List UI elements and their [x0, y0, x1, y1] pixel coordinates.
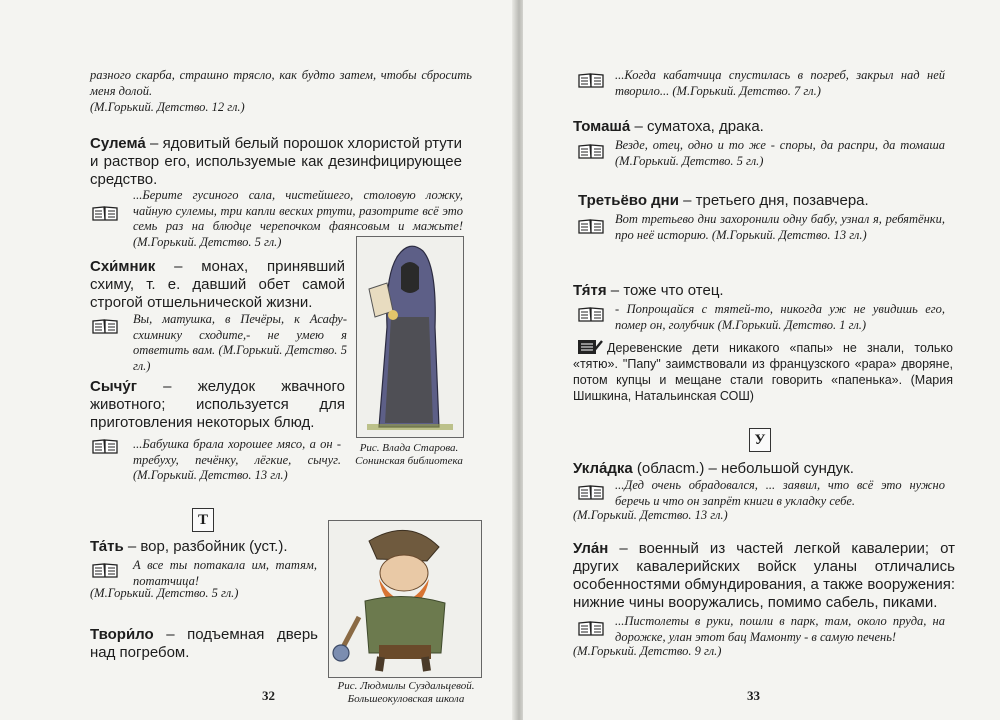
definition: – подъемная дверь над погребом. — [90, 626, 318, 661]
definition: – ядовитый белый порошок хлористой ртути и раствор его, используемые как дезинфицирующее средство. — [90, 135, 462, 188]
entry-sychug — [90, 378, 345, 432]
quote-text: ...Когда кабатчица спустилась в погреб, закрыл над ней творило... (М.Горький. Детство. 7 гл.) — [615, 68, 945, 98]
headword: Схи́мник — [90, 258, 156, 275]
entry-ulan — [573, 540, 955, 612]
quote-text: ...Пистолеты в руки, пошли в парк, там, около пруда, на дорожке, улан этот бац Мамонту - в самую печень! — [615, 614, 945, 644]
illustration-caption: Рис. Людмилы Суздальцевой. Большеокуловская школа — [337, 680, 475, 705]
definition: – монах, принявший схиму, т. е. давший обет самой строгой отшельнической жизни. — [90, 258, 345, 311]
quote-text: А все ты потакала им, татям, потатчица! — [133, 558, 317, 588]
quote-text: Вы, матушка, в Печёры, к Асафу-схимнику сходите,- не умею я ответить вам. (М.Горький. Детство. 5 гл.) — [133, 312, 347, 373]
open-book-icon — [578, 620, 604, 637]
section-letter: Т — [192, 508, 214, 532]
quote-source: (М.Горький. Детство. 9 гл.) — [573, 644, 722, 658]
entry-tat — [90, 538, 320, 556]
entry-ukladka — [573, 460, 953, 478]
open-book-icon — [92, 205, 118, 222]
headword: Томаша́ — [573, 118, 631, 135]
quote-text: Вот третьево дни захоронили одну бабу, узнал я, ребятёнки, про неё историю. (М.Горький. Детство. 13 гл.) — [615, 212, 945, 242]
entry-skhimnik — [90, 258, 345, 312]
open-book-icon — [578, 306, 604, 323]
section-letter: У — [749, 428, 771, 452]
entry-tyatya — [573, 282, 953, 300]
open-book-icon — [578, 218, 604, 235]
right-page — [523, 0, 1000, 720]
illustration-dwarf — [328, 520, 482, 678]
quote-text: разного скарба, страшно трясло, как будто затем, чтобы сбросить меня долой. — [90, 68, 472, 98]
quote-text: - Попрощайся с тятей-то, никогда уж не увидишь его, помер он, голубчик (М.Горький. Детство. 1 гл.) — [615, 302, 945, 332]
entry-tomasha — [573, 118, 953, 136]
headword: Тя́тя — [573, 282, 607, 299]
entry-sulema — [90, 135, 462, 189]
definition: – суматоха, драка. — [630, 118, 764, 135]
headword: Твори́ло — [90, 626, 154, 643]
page-number: 32 — [262, 688, 275, 703]
definition: – вор, разбойник (уст.). — [123, 538, 288, 555]
quote-text: ...Берите гусиного сала, чистейшего, столовую ложку, чайную сулемы, три капли веских ртути, разотрите всё это семь раз на блюдце черепочком фаянсовым и мажьте! (М.Горький. Детство. 5 гл.) — [133, 188, 463, 249]
headword: Сычу́г — [90, 378, 137, 395]
page-number: 33 — [747, 688, 760, 703]
headword: Укла́дка — [573, 460, 633, 477]
dwarf-drawing — [329, 521, 481, 677]
headword: Третьёво дни — [578, 192, 679, 209]
quote-text: Везде, отец, одно и то же - споры, да распри, да томаша (М.Горький. Детство. 5 гл.) — [615, 138, 945, 168]
open-book-icon — [92, 318, 118, 335]
illustration-monk — [356, 236, 464, 438]
definition: – тоже что отец. — [606, 282, 724, 299]
note-text: Деревенские дети никакого «папы» не знали, только «тятю». "Папу" заимствовали из французского «papa» дворяне, потом купцы и мещане стали говорить «папенька». (Мария Шишкина, Натальинская СОШ) — [573, 341, 953, 403]
definition: – военный из частей легкой кавалерии; от других кавалерийских войск уланы отличались особенностями обмундирования, а также вооружения: нижние чины вооружались, помимо сабель, пиками. — [573, 540, 955, 611]
quote-text: ...Дед очень обрадовался, ... заявил, что всё это нужно беречь и что он запрёт книги в укладку себе. — [615, 478, 945, 508]
definition: – третьего дня, позавчера. — [678, 192, 869, 209]
entry-tvorilo — [90, 626, 318, 662]
illustration-caption: Рис. Влада Старова. Сонинская библиотека — [355, 442, 463, 467]
headword: Сулема́ — [90, 135, 146, 152]
open-book-icon — [92, 562, 118, 579]
open-book-icon — [92, 438, 118, 455]
open-book-icon — [578, 72, 604, 89]
definition: (обласm.) – небольшой сундук. — [632, 460, 854, 477]
quote-text: ...Бабушка брала хорошее мясо, а он - требуху, печёнку, лёгкие, сычуг. (М.Горький. Детство. 13 гл.) — [133, 437, 341, 482]
quote-source: (М.Горький. Детство. 13 гл.) — [573, 508, 728, 522]
quote-source: (М.Горький. Детство. 5 гл.) — [90, 586, 239, 600]
headword: Ула́н — [573, 540, 609, 557]
open-book-icon — [578, 484, 604, 501]
headword: Та́ть — [90, 538, 124, 555]
quote-source: (М.Горький. Детство. 12 гл.) — [90, 100, 245, 114]
entry-tretevo — [578, 192, 958, 210]
definition: – желудок жвачного животного; используется для приготовления некоторых блюд. — [90, 378, 345, 431]
monk-drawing — [357, 237, 463, 437]
open-book-icon — [578, 143, 604, 160]
